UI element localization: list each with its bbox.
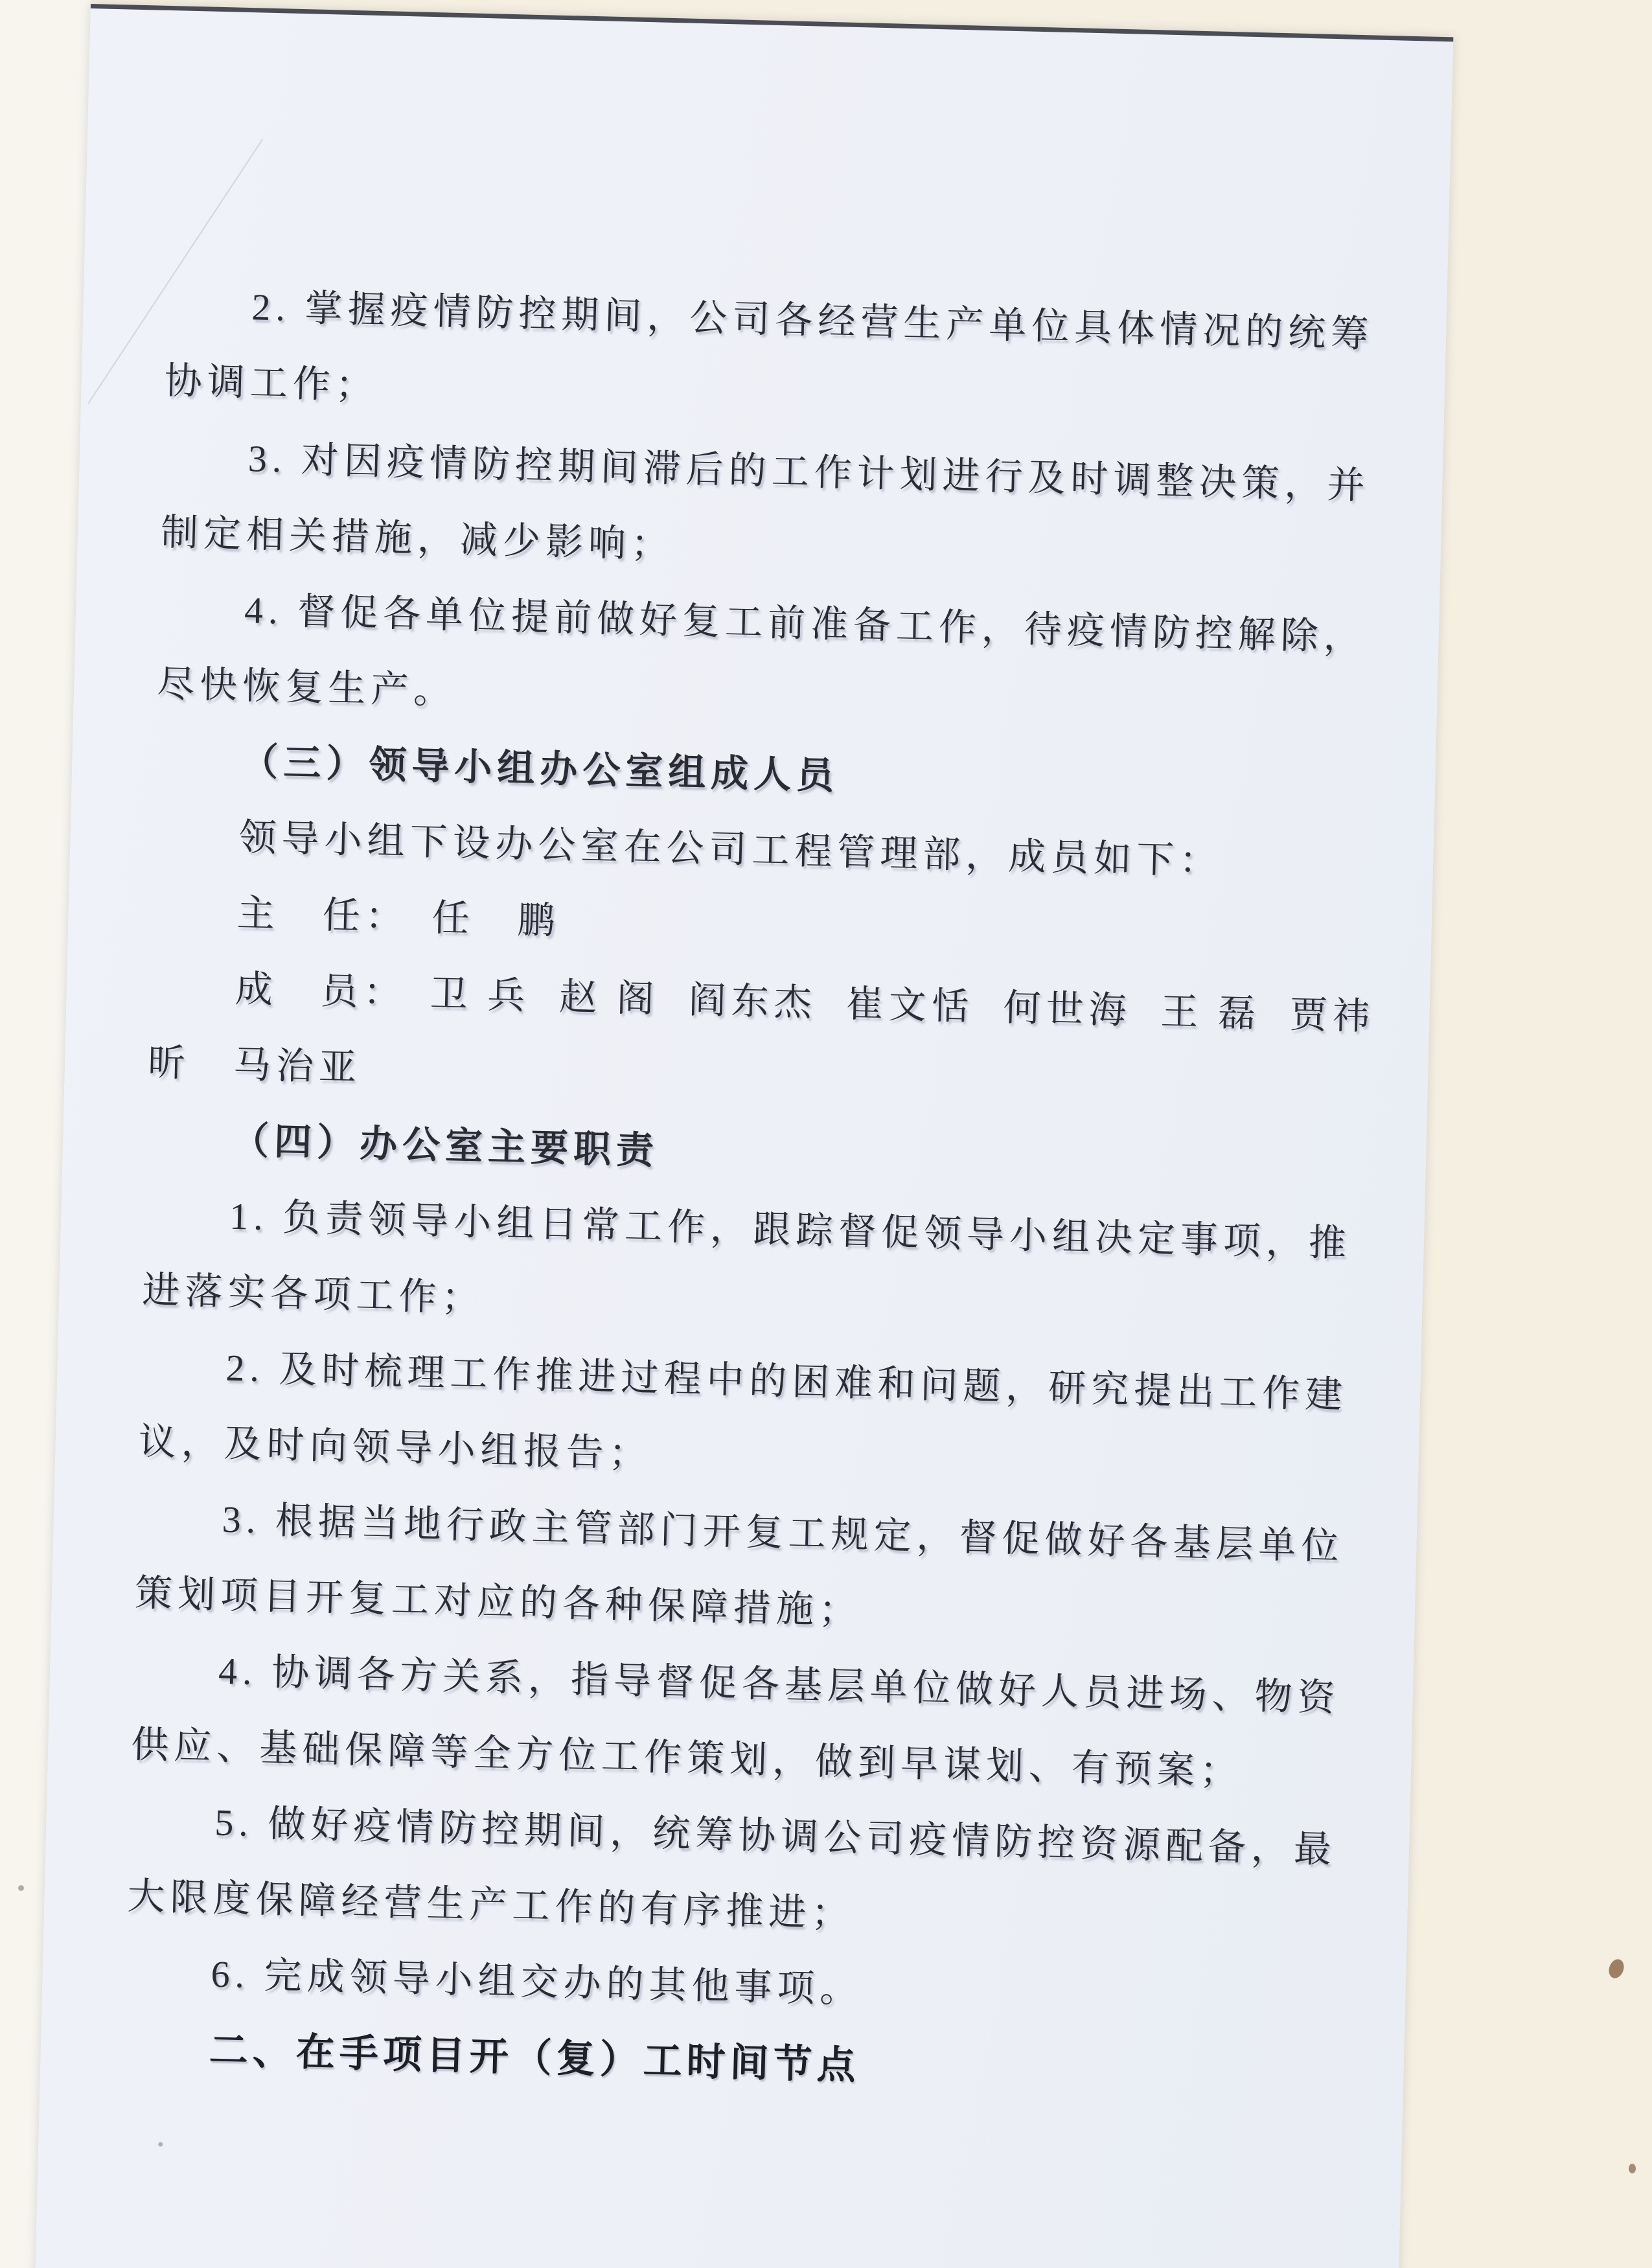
document-line: 2. 及时梳理工作推进过程中的困难和问题，研究提出工作建: [225, 1346, 1348, 1417]
document-line: 2. 掌握疫情防控期间，公司各经营生产单位具体情况的统筹: [251, 286, 1374, 356]
document-line: 进落实各项工作；: [141, 1268, 485, 1320]
stain-speck: [18, 1885, 24, 1891]
document-line: 策划项目开复工对应的各种保障措施；: [134, 1572, 862, 1632]
document-line: 5. 做好疫情防控期间，统筹协调公司疫情防控资源配备，最: [214, 1801, 1337, 1871]
paper-speck: [158, 2142, 163, 2147]
document-body: [123, 267, 1447, 2116]
document-line: 6. 完成领导小组交办的其他事项。: [210, 1953, 864, 2011]
document-line: 领导小组下设办公室在公司工程管理部，成员如下：: [238, 816, 1222, 883]
document-line: 1. 负责领导小组日常工作，跟踪督促领导小组决定事项，推: [229, 1195, 1352, 1265]
document-line: 3. 对因疫情防控期间滞后的工作计划进行及时调整决策，并: [247, 437, 1371, 507]
document-line: 4. 协调各方关系，指导督促各基层单位做好人员进场、物资: [218, 1649, 1341, 1719]
main-heading: 二、在手项目开（复）工时间节点: [209, 2028, 861, 2087]
document-line: 3. 根据当地行政主管部门开复工规定，督促做好各基层单位: [222, 1498, 1345, 1568]
stain-speck: [1629, 2164, 1636, 2173]
document-line: 大限度保障经营生产工作的有序推进；: [126, 1875, 855, 1935]
document-line: 4. 督促各单位提前做好复工前准备工作，待疫情防控解除，: [244, 589, 1367, 659]
document-page: [32, 4, 1453, 2268]
document-line: 议，及时向领导小组报告；: [138, 1420, 652, 1475]
document-line: 成 员： 卫 兵 赵 阁 阎东杰 崔文恬 何世海 王 磊 贾祎: [235, 967, 1376, 1038]
document-line: 尽快恢复生产。: [156, 662, 457, 713]
document-line: 制定相关措施，减少影响；: [160, 510, 674, 566]
document-line: 主 任： 任 鹏: [236, 891, 561, 943]
stain-speck: [1607, 1957, 1627, 1980]
document-line: 供应、基础保障等全方位工作策划，做到早谋划、有预案；: [130, 1723, 1243, 1793]
document-line: 昕 马治亚: [147, 1041, 362, 1089]
section-heading: （三）领导小组办公室组成人员: [240, 740, 840, 797]
section-heading: （四）办公室主要职责: [231, 1119, 660, 1172]
document-line: 协调工作；: [164, 359, 379, 407]
